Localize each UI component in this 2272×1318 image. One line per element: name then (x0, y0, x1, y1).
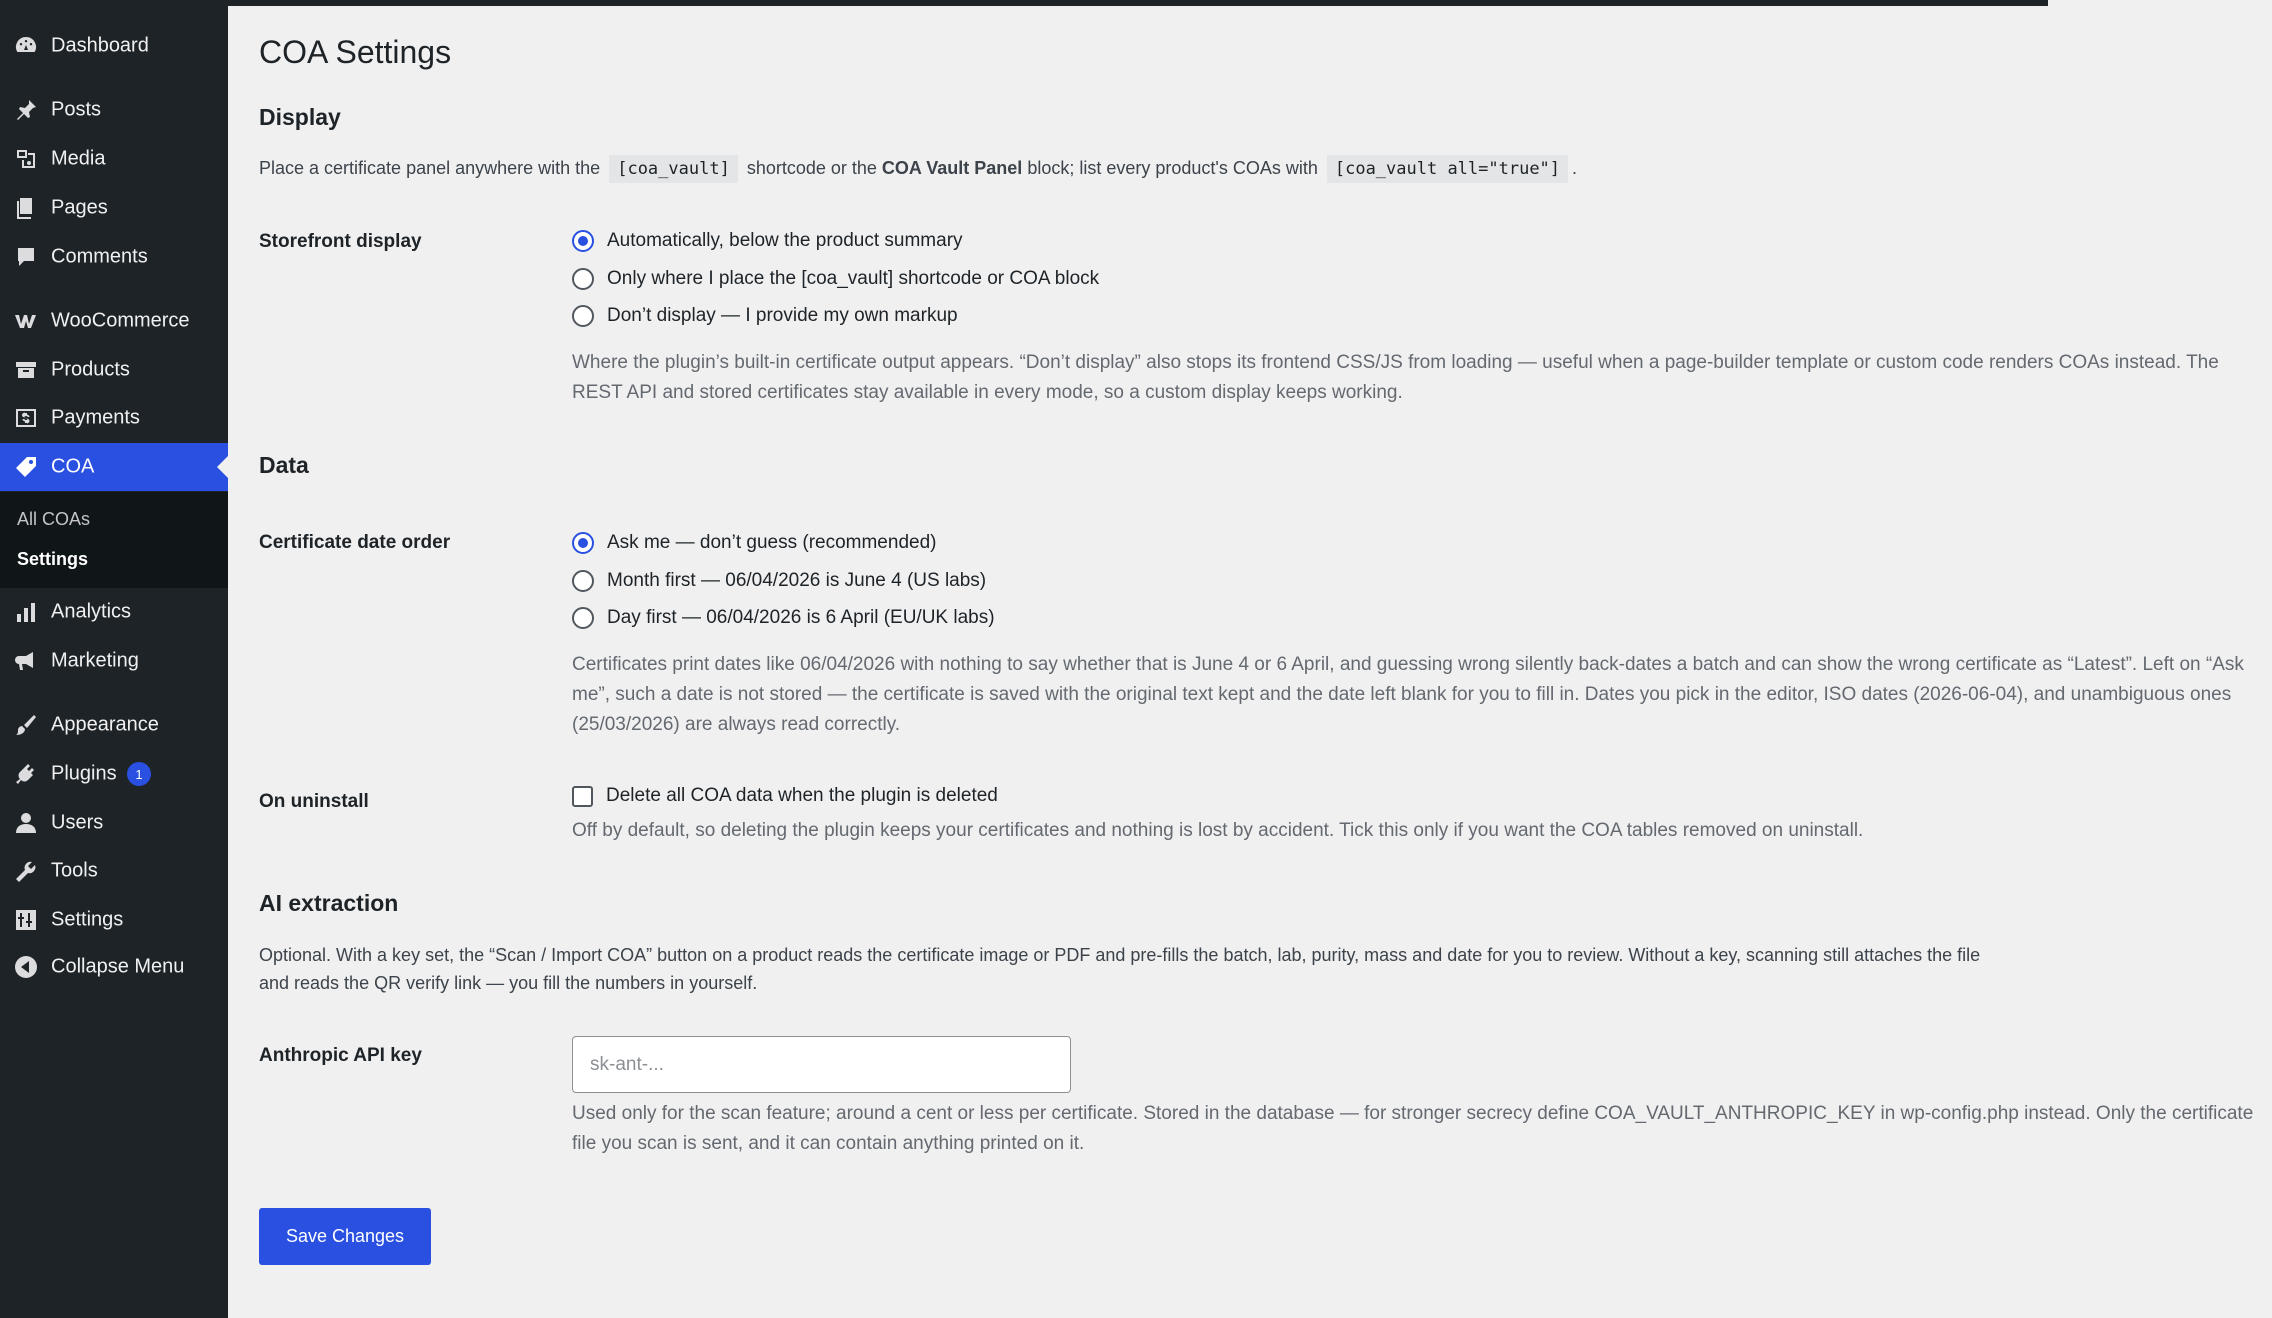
shortcode-coa-vault-all: [coa_vault all="true"] (1327, 155, 1568, 183)
brush-icon (13, 712, 39, 738)
date-option-month-first[interactable] (572, 570, 986, 592)
panel-name: COA Vault Panel (881, 158, 1023, 178)
menu-collapse[interactable] (0, 943, 228, 991)
radio[interactable] (572, 607, 594, 629)
menu-label: Marketing (51, 649, 139, 672)
date-order-description: Certificates print dates like 06/04/2026 with nothing to say whether that is June 4 or 6 April, and guessing wrong silently back-dates a batch and can show the wrong certificate as “Latest”. Left on “Ask me”, such a date is not stored — the certificate is saved with the original text kept and the date left blank for you to fill in. Dates you pick in the editor, ISO dates (2026-06-04), and unambiguous ones (25/03/2026) are always read correctly. (572, 654, 2244, 735)
delete-data-option[interactable] (572, 785, 998, 807)
date-option-ask[interactable] (572, 532, 936, 554)
collapse-icon (13, 954, 39, 980)
menu-marketing[interactable] (0, 637, 228, 685)
section-data-heading: Data (259, 452, 309, 478)
menu-posts[interactable] (0, 86, 228, 134)
option-label: Day first — 06/04/2026 is 6 April (EU/UK labs) (607, 607, 995, 628)
radio[interactable] (572, 305, 594, 327)
submenu-all-coas[interactable]: All COAs (17, 509, 91, 529)
intro-text: shortcode or the (746, 158, 877, 178)
menu-comments[interactable] (0, 233, 228, 281)
option-label: Month first — 06/04/2026 is June 4 (US labs) (607, 570, 987, 591)
storefront-description: Where the plugin’s built-in certificate output appears. “Don’t display” also stops its frontend CSS/JS from loading — useful when a page-builder template or custom code renders COAs instead. The REST API and stored certificates stay available in every mode, so a custom display keeps working. (572, 352, 2219, 403)
ai-intro: Optional. With a key set, the “Scan / Import COA” button on a product reads the certificate image or PDF and pre-fills the batch, lab, purity, mass and date for you to review. Without a key, scanning still attaches the file and reads the QR verify link — you fill the numbers in yourself. (259, 945, 1981, 993)
comment-icon (13, 244, 39, 270)
storefront-option-shortcode[interactable] (572, 268, 1099, 290)
pushpin-icon (13, 97, 39, 123)
menu-label: Comments (51, 245, 148, 268)
menu-label: Users (51, 811, 104, 834)
save-changes-button[interactable]: Save Changes (259, 1208, 431, 1265)
menu-payments[interactable] (0, 394, 228, 442)
menu-coa[interactable] (0, 443, 228, 491)
menu-media[interactable] (0, 135, 228, 183)
media-icon (13, 146, 39, 172)
menu-label: Posts (51, 98, 102, 121)
menu-label: Dashboard (51, 34, 149, 57)
admin-top-bar (0, 0, 2048, 6)
shortcode-coa-vault: [coa_vault] (609, 155, 738, 183)
admin-sidebar (0, 0, 228, 1318)
menu-label: Analytics (51, 600, 132, 623)
woocommerce-icon (13, 308, 39, 334)
option-label: Don’t display — I provide my own markup (607, 305, 958, 326)
menu-products[interactable] (0, 346, 228, 394)
option-label: Only where I place the [coa_vault] shortcode or COA block (607, 268, 1100, 289)
wrench-icon (13, 858, 39, 884)
option-label: Automatically, below the product summary (607, 230, 963, 251)
option-label: Delete all COA data when the plugin is deleted (606, 785, 998, 806)
page-title: COA Settings (259, 34, 452, 70)
storefront-option-none[interactable] (572, 305, 958, 327)
menu-users[interactable] (0, 799, 228, 847)
delete-data-checkbox[interactable] (572, 786, 593, 807)
user-icon (13, 810, 39, 836)
menu-label: Tools (51, 859, 98, 882)
api-key-label: Anthropic API key (259, 1045, 422, 1066)
menu-label: Settings (51, 908, 124, 931)
storefront-option-auto[interactable] (572, 230, 963, 252)
api-key-input[interactable] (572, 1036, 1071, 1093)
section-ai-heading: AI extraction (259, 890, 399, 916)
storefront-display-label: Storefront display (259, 231, 422, 252)
date-order-label: Certificate date order (259, 532, 451, 553)
menu-tools[interactable] (0, 847, 228, 895)
menu-pages[interactable] (0, 184, 228, 232)
sliders-icon (13, 907, 39, 933)
coa-submenu (0, 492, 228, 588)
menu-label: Pages (51, 196, 108, 219)
menu-appearance[interactable] (0, 701, 228, 749)
menu-label: Collapse Menu (51, 955, 185, 978)
archive-icon (13, 357, 39, 383)
uninstall-label: On uninstall (259, 791, 369, 812)
section-display-heading: Display (259, 104, 341, 130)
menu-plugins[interactable] (0, 750, 228, 798)
intro-text: block; list every product's COAs with (1027, 158, 1318, 178)
date-option-day-first[interactable] (572, 607, 995, 629)
display-intro (259, 154, 1999, 183)
bar-chart-icon (13, 599, 39, 625)
radio-checked[interactable] (572, 532, 594, 554)
uninstall-description: Off by default, so deleting the plugin keeps your certificates and nothing is lost by accident. Tick this only if you want the COA tables removed on uninstall. (572, 820, 1864, 841)
menu-settings[interactable] (0, 896, 228, 944)
plug-icon (13, 761, 39, 787)
menu-dashboard[interactable] (0, 22, 228, 70)
tag-icon (13, 454, 39, 480)
menu-label: WooCommerce (51, 309, 190, 332)
menu-woocommerce[interactable] (0, 297, 228, 345)
submenu-settings[interactable]: Settings (17, 549, 89, 569)
dashboard-icon (13, 33, 39, 59)
megaphone-icon (13, 648, 39, 674)
payments-icon (13, 405, 39, 431)
menu-label: Appearance (51, 713, 159, 736)
radio[interactable] (572, 570, 594, 592)
menu-label: Products (51, 358, 130, 381)
api-key-description: Used only for the scan feature; around a cent or less per certificate. Stored in the database — for stronger secrecy define COA_VAULT_ANTHROPIC_KEY in wp-config.php instead. Only the certificate file you scan is sent, and it can contain anything printed on it. (572, 1103, 2254, 1154)
menu-label: COA (51, 455, 95, 478)
intro-text: . (1572, 158, 1578, 178)
menu-label: Payments (51, 406, 140, 429)
option-label: Ask me — don’t guess (recommended) (607, 532, 937, 553)
menu-label: Media (51, 147, 106, 170)
update-count-badge: 1 (127, 762, 151, 786)
intro-text: Place a certificate panel anywhere with the (259, 158, 601, 178)
menu-analytics[interactable] (0, 588, 228, 636)
radio[interactable] (572, 268, 594, 290)
pages-icon (13, 195, 39, 221)
radio-checked[interactable] (572, 230, 594, 252)
current-page-arrow (217, 456, 228, 478)
menu-label: Plugins (51, 762, 117, 785)
